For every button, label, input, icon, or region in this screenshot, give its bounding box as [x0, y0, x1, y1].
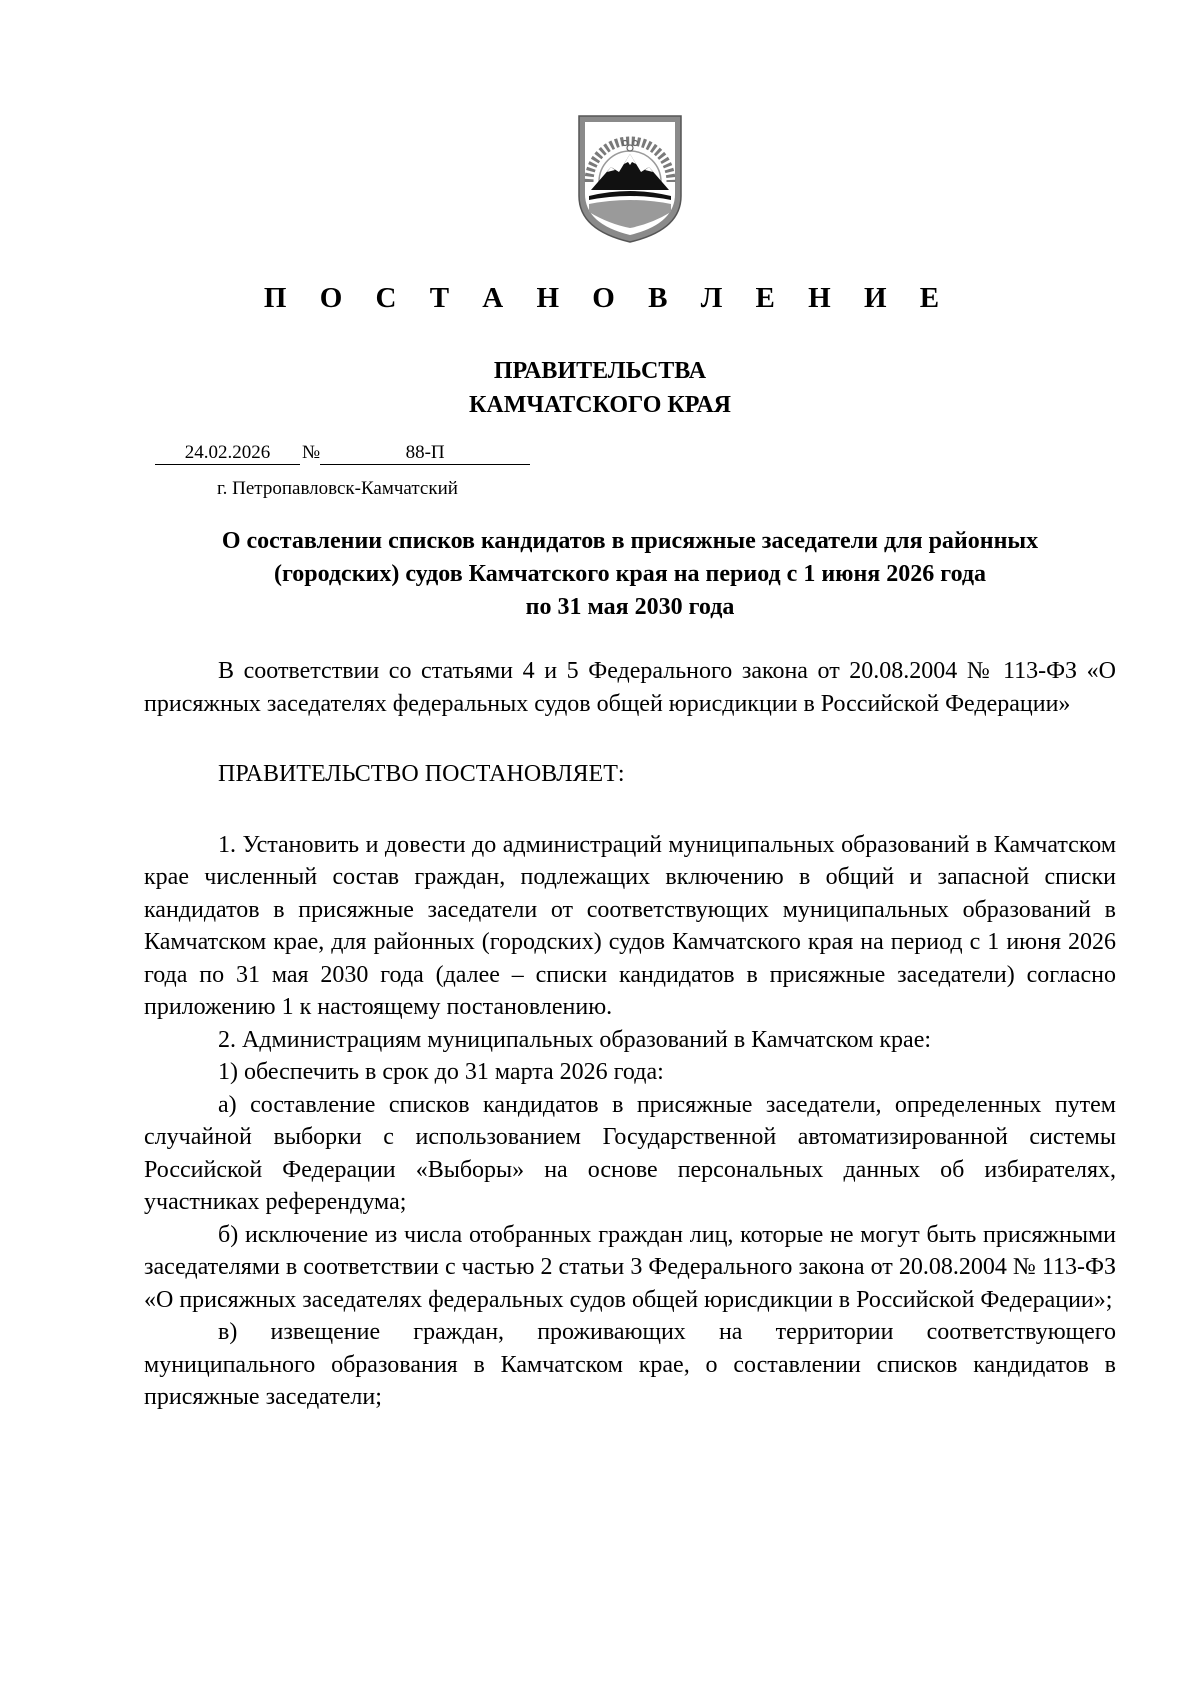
subject-line-3: по 31 мая 2030 года: [525, 594, 735, 620]
authority-line-2: КАМЧАТСКОГО КРАЯ: [468, 392, 732, 418]
document-subject: [140, 525, 1120, 624]
preamble-paragraph: В соответствии со статьями 4 и 5 Федерального закона от 20.08.2004 № 113-ФЗ «О присяжных заседателях федеральных судов общей юрисдикции в Российской Федерации»: [144, 658, 1116, 717]
issuing-authority: [0, 354, 1200, 422]
issue-city: г. Петропавловск-Камчатский: [217, 478, 458, 499]
resolution-heading: ПРАВИТЕЛЬСТВО ПОСТАНОВЛЯЕТ:: [218, 761, 625, 787]
clause-2-1-b: б) исключение из числа отобранных граждан лиц, которые не могут быть присяжными заседателями в соответствии с частью 2 статьи 3 Федерального закона от 20.08.2004 № 113-ФЗ «О присяжных заседателях федеральных судов общей юрисдикции в Российской Федерации»;: [144, 1221, 1116, 1313]
number-sign: №: [302, 442, 321, 463]
document-number: 88-П: [320, 442, 530, 465]
subject-line-1: О составлении списков кандидатов в присяжные заседатели для районных: [221, 528, 1039, 554]
subject-line-2: (городских) судов Камчатского края на период с 1 июня 2026 года: [273, 561, 987, 587]
clause-2: 2. Администрациям муниципальных образований в Камчатском крае:: [218, 1026, 932, 1053]
document-type-title: П О С Т А Н О В Л Е Н И Е: [263, 282, 953, 314]
clause-2-1-a: а) составление списков кандидатов в присяжные заседатели, определенных путем случайной выборки с использованием Государственной автоматизированной системы Российской Федерации «Выборы» на основе персональных данных об избирателях, участниках референдума;: [144, 1091, 1116, 1215]
date-number-line: [155, 442, 530, 465]
clause-2-1-c: в) извещение граждан, проживающих на территории соответствующего муниципального образования в Камчатском крае, о составлении списков кандидатов в присяжные заседатели;: [144, 1319, 1116, 1410]
kamchatka-coat-of-arms-icon: [575, 112, 685, 244]
clause-1: 1. Установить и довести до администраций муниципальных образований в Камчатском крае численный состав граждан, подлежащих включению в общий и запасной списки кандидатов в присяжные заседатели от соответствующих муниципальных образований в Камчатском крае, для районных (городских) судов Камчатского края на период с 1 июня 2026 года по 31 мая 2030 года (далее – списки кандидатов в присяжные заседатели) согласно приложению 1 к настоящему постановлению.: [144, 831, 1116, 1020]
document-date: 24.02.2026: [155, 442, 300, 465]
clause-2-1: 1) обеспечить в срок до 31 марта 2026 года:: [218, 1059, 664, 1085]
authority-line-1: ПРАВИТЕЛЬСТВА: [493, 358, 707, 384]
document-body: [144, 655, 1116, 1414]
